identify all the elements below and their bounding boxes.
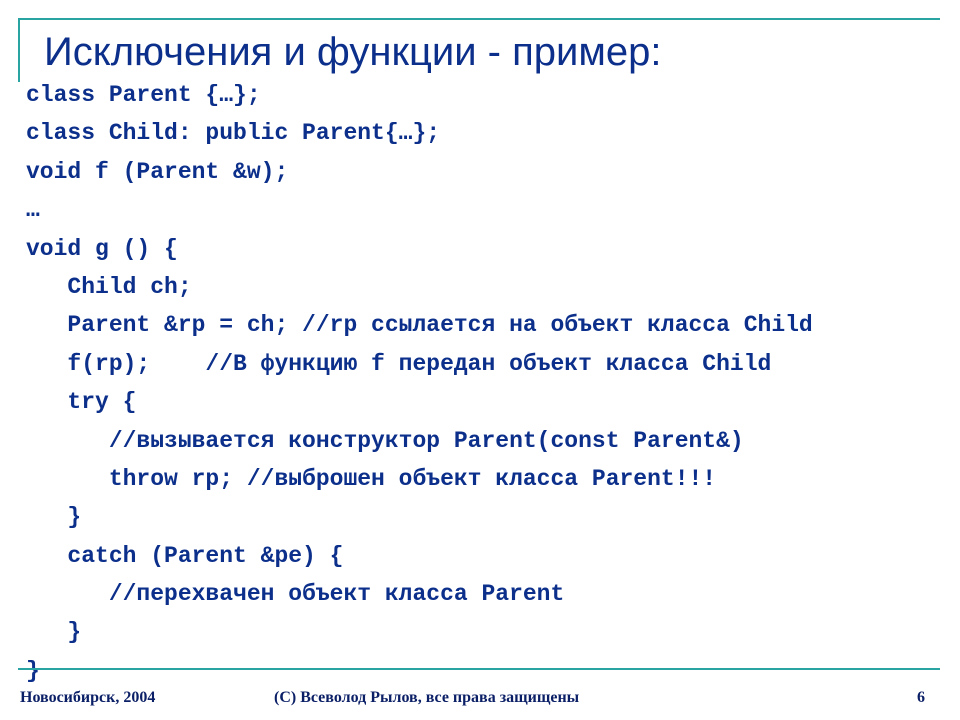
footer-location-year: Новосибирск, 2004 xyxy=(20,689,156,706)
code-line: //вызывается конструктор Parent(const Parent&) xyxy=(26,427,744,454)
code-line: void g () { xyxy=(26,235,178,262)
code-line: … xyxy=(26,197,40,224)
code-line: class Parent {…}; xyxy=(26,82,261,108)
code-line: class Child: public Parent{…}; xyxy=(26,120,441,147)
code-line: } xyxy=(26,504,82,531)
code-line: f(rp); //В функцию f передан объект класса Child xyxy=(26,350,772,377)
code-line: Parent &rp = ch; //rp ссылается на объект класса Child xyxy=(26,312,813,339)
code-line: } xyxy=(26,657,40,684)
code-line: void f (Parent &w); xyxy=(26,158,289,185)
footer-copyright: (С) Всеволод Рылов, все права защищены xyxy=(274,689,580,706)
code-line: } xyxy=(26,619,82,646)
slide-number: 6 xyxy=(917,689,925,706)
footer-divider xyxy=(18,668,940,670)
code-line: catch (Parent &pe) { xyxy=(26,542,344,569)
code-line: try { xyxy=(26,389,137,416)
frame-left-rule xyxy=(18,18,20,82)
code-line: Child ch; xyxy=(26,273,192,300)
code-line: //перехвачен объект класса Parent xyxy=(26,581,565,608)
frame-top-rule xyxy=(18,18,940,20)
slide-title: Исключения и функции - пример: xyxy=(44,30,662,74)
code-line: throw rp; //выброшен объект класса Parent!!! xyxy=(26,465,717,492)
code-listing xyxy=(26,76,813,690)
